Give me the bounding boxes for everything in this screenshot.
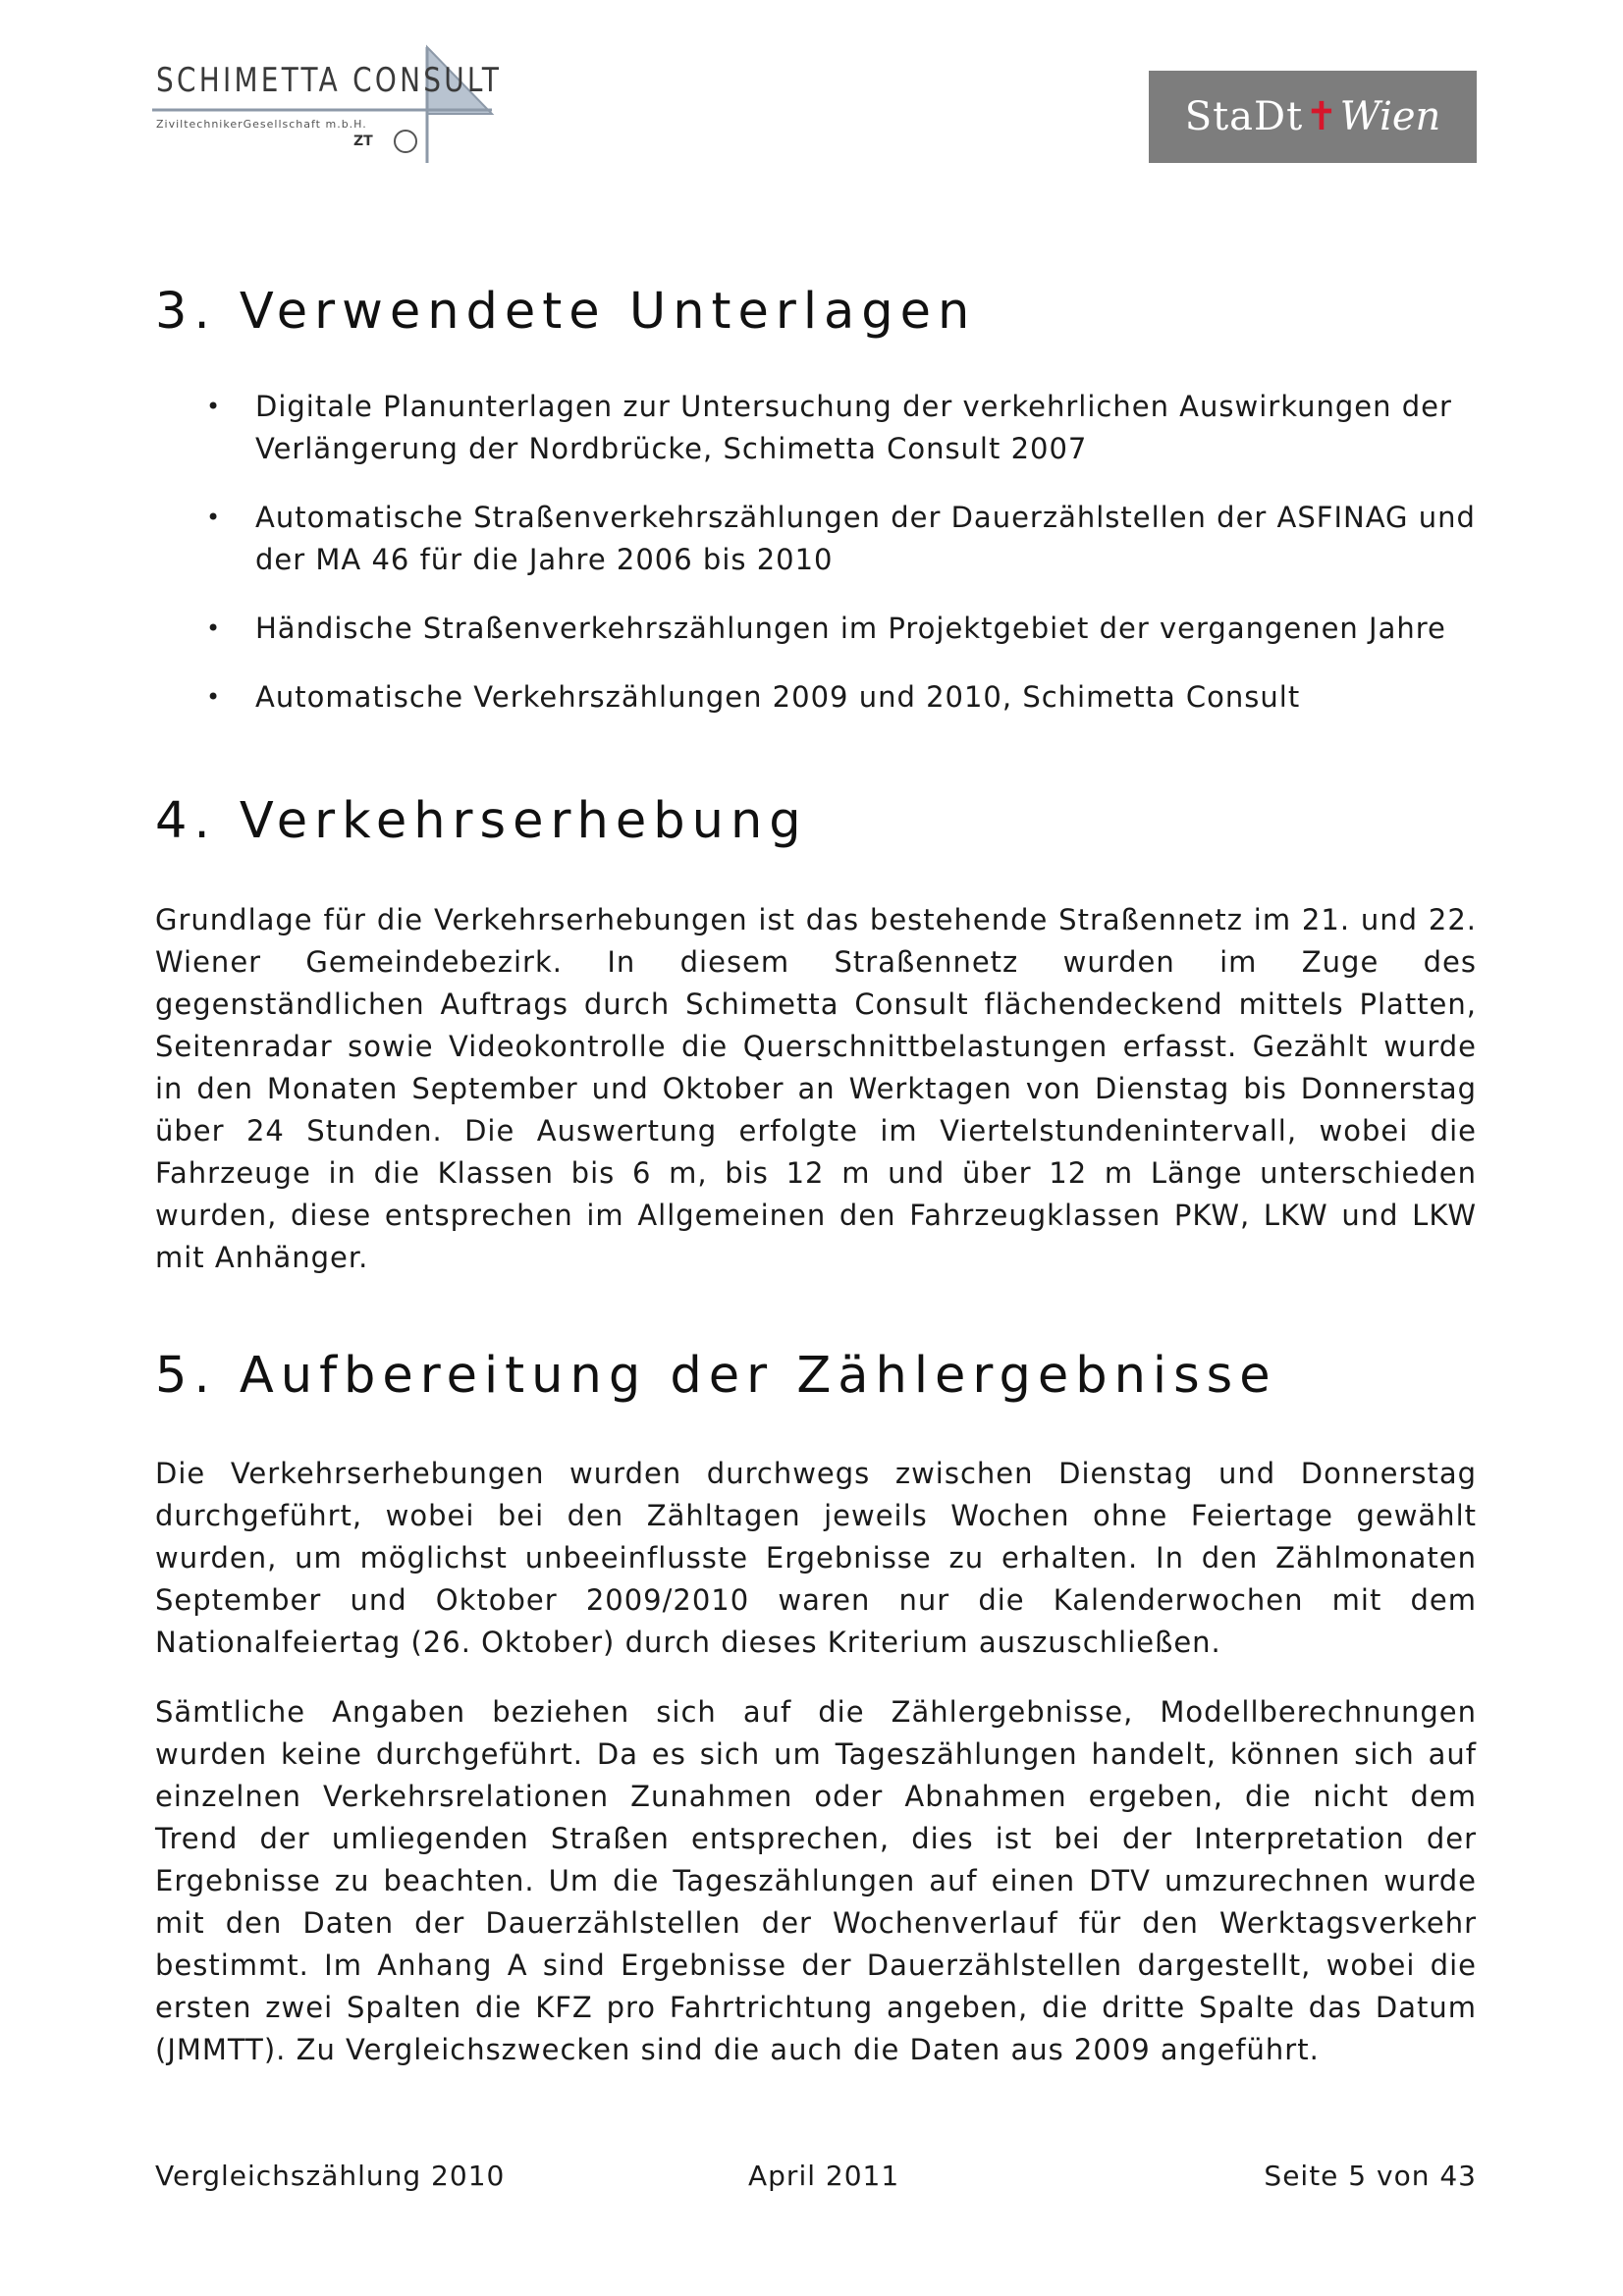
zt-mark: ZT (353, 133, 373, 149)
footer-date: April 2011 (748, 2160, 900, 2192)
list-item: • Händische Straßenverkehrszählungen im Projektgebiet der vergangenen Jahre (155, 608, 1481, 650)
bullet-icon: • (206, 614, 222, 642)
section-4-paragraph: Grundlage für die Verkehrserhebungen ist das bestehende Straßennetz im 21. und 22. Wiener Gemeindebezirk. In diesem Straßennetz wurden im Zuge des gegenständlichen Auftrags durch Schimetta Consult flächendeckend mittels Platten, Seitenradar sowie Videokontrolle die Querschnittbelastungen erfasst. Gezählt wurde in den Monaten September und Oktober an Werktagen von Dienstag bis Donnerstag über 24 Stunden. Die Auswertung erfolgte im Viertelstundenintervall, wobei die Fahrzeuge in die Klassen bis 6 m, bis 12 m und über 12 m Länge unterschieden wurden, diese entsprechen im Allgemeinen den Fahrzeugklassen PKW, LKW und LKW mit Anhänger. (155, 903, 1477, 1274)
section-4-heading: 4. Verkehrserhebung (155, 792, 808, 850)
list-item: • Automatische Straßenverkehrszählungen der Dauerzählstellen der ASFINAG und der MA 46 für die Jahre 2006 bis 2010 (155, 497, 1481, 581)
documents-list (155, 386, 1481, 745)
schimetta-consult-logo (152, 43, 503, 166)
company-subline: ZiviltechnikerGesellschaft m.b.H. (156, 118, 367, 131)
bullet-icon: • (206, 683, 222, 711)
logo-stadt-text: StaDt (1184, 94, 1304, 139)
company-name: SCHIMETTA CONSULT (156, 61, 503, 100)
footer-document-title: Vergleichszählung 2010 (155, 2160, 506, 2192)
logo-wien-text: Wien (1339, 94, 1441, 139)
footer-page-number: Seite 5 von 43 (1264, 2160, 1477, 2192)
stadt-wien-logo (1149, 71, 1477, 163)
list-item: • Automatische Verkehrszählungen 2009 und 2010, Schimetta Consult (155, 676, 1481, 719)
bullet-icon: • (206, 504, 222, 531)
bullet-icon: • (206, 393, 222, 420)
section-5-paragraph-2: Sämtliche Angaben beziehen sich auf die Zählergebnisse, Modellberechnungen wurden keine durchgeführt. Da es sich um Tageszählungen handelt, können sich auf einzelnen Verkehrsrelationen Zunahmen oder Abnahmen ergeben, die nicht dem Trend der umliegenden Straßen entsprechen, dies ist bei der Interpretation der Ergebnisse zu beachten. Um die Tageszählungen auf einen DTV umzurechnen wurde mit den Daten der Dauerzählstellen der Wochenverlauf für den Werktagsverkehr bestimmt. Im Anhang A sind Ergebnisse der Dauerzählstellen dargestellt, wobei die ersten zwei Spalten die KFZ pro Fahrtrichtung angeben, die dritte Spalte das Datum (JMMTT). Zu Vergleichszwecken sind die auch die Daten aus 2009 angeführt. (155, 1695, 1477, 2066)
section-5-heading: 5. Aufbereitung der Zählergebnisse (155, 1347, 1277, 1405)
section-5-paragraph-1: Die Verkehrserhebungen wurden durchwegs zwischen Dienstag und Donnerstag durchgeführt, wobei bei den Zähltagen jeweils Wochen ohne Feiertage gewählt wurden, um möglichst unbeeinflusste Ergebnisse zu erhalten. In den Zählmonaten September und Oktober 2009/2010 waren nur die Kalenderwochen mit dem Nationalfeiertag (26. Oktober) durch dieses Kriterium auszuschließen. (155, 1457, 1477, 1659)
page-footer (155, 2160, 1477, 2199)
list-item: • Digitale Planunterlagen zur Untersuchung der verkehrlichen Auswirkungen der Verlängerung der Nordbrücke, Schimetta Consult 2007 (155, 386, 1481, 470)
section-3-heading: 3. Verwendete Unterlagen (155, 283, 977, 341)
cross-icon: ✝ (1305, 94, 1338, 139)
